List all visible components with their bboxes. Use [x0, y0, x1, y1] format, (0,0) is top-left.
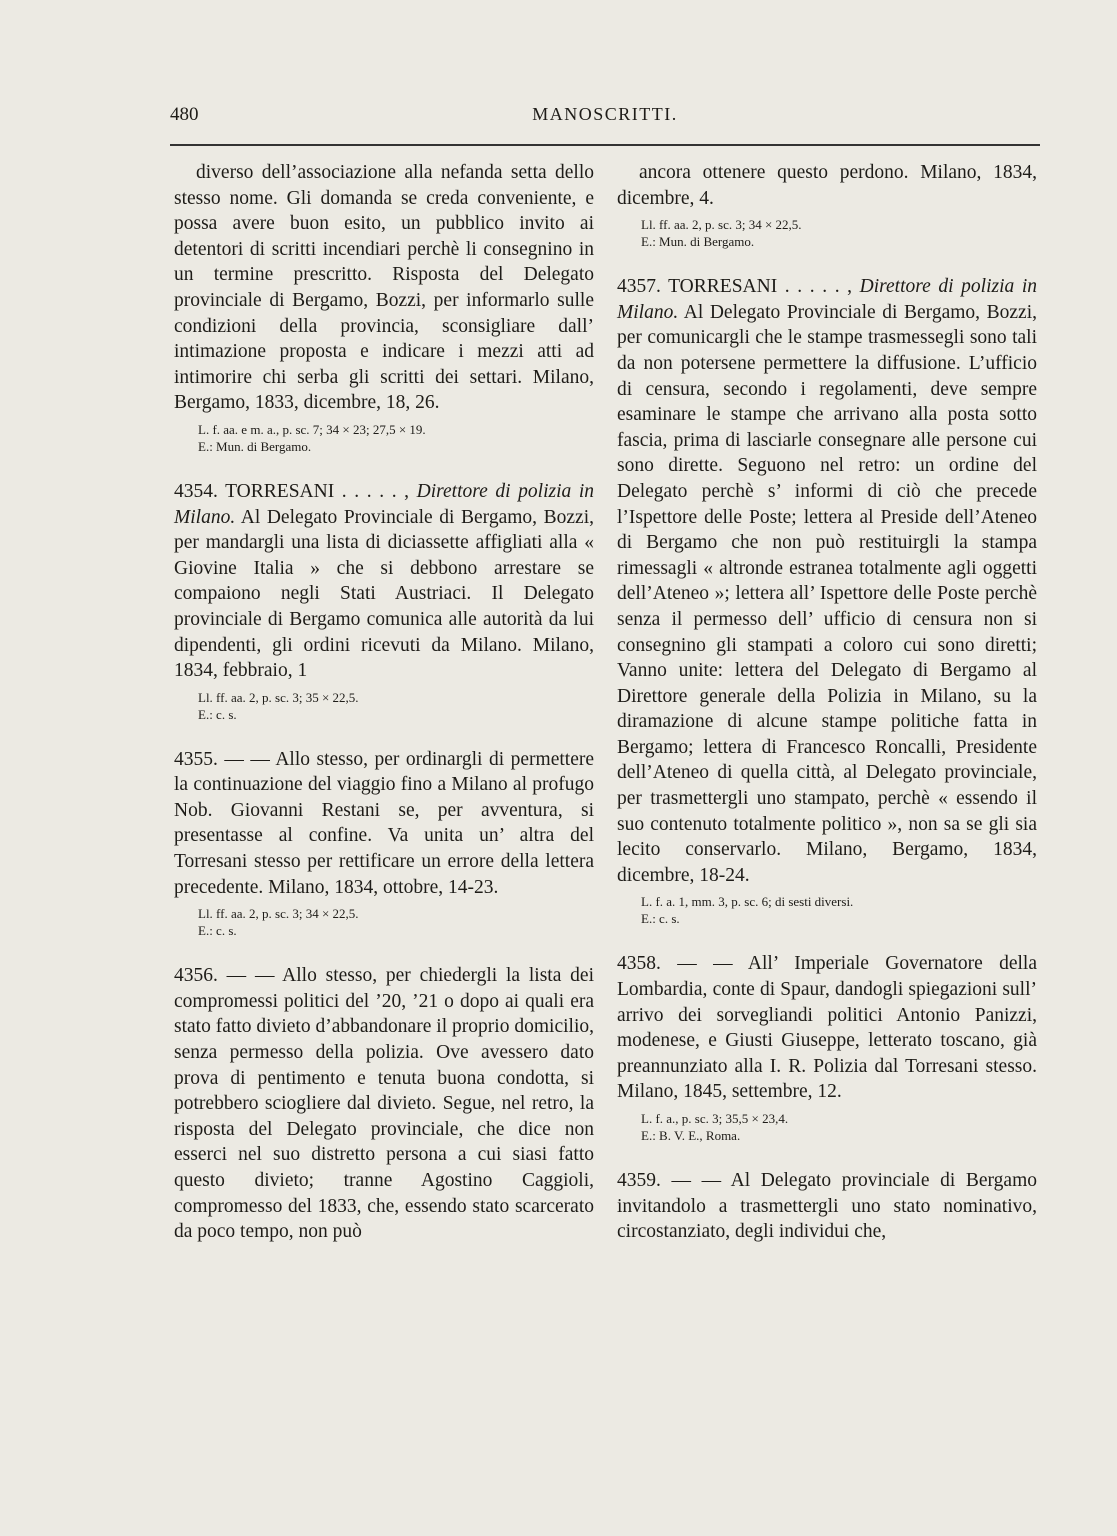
continued-entry-text: diverso dell’associazione alla nefanda setta dello stesso nome. Gli domanda se creda conveniente, e possa avere buon esito, un pubblico invito ai detentori di scritti incendiari perchè li consegnino in un termine prescritto. Risposta del Delegato provinciale di Bergamo, Bozzi, per informarlo sulle condizioni della provincia, sconsigliare dall’ intimazione proposta e indicare i mezzi atti ad intimorire chi serba gli scritti dei settari. Milano, Bergamo, 1833, dicembre, 18, 26. [174, 162, 594, 414]
entry-meta [641, 216, 1037, 250]
entry-location: E.: Mun. di Bergamo. [641, 234, 755, 250]
entry-meta [198, 421, 594, 455]
entry-format: L. f. a., p. sc. 3; 35,5 × 23,4. [641, 1111, 789, 1126]
entry-4355: 4355. — — Allo stesso, per ordinargli di permettere la continuazione del viaggio fino a Milano al profugo Nob. Giovanni Restani se, per avventura, si presentasse al confine. Va unita un’ altra del Torresani stesso per rettificare un errore della lettera precedente. Milano, 1834, ottobre, 14-23. [174, 748, 594, 898]
entry-4357-body: Al Delegato Provinciale di Bergamo, Bozzi, per comunicargli che le stampe trasmessegli sono tali da non potersene permettere la diffusione. L’ufficio di censura, secondo i regolamenti, deve sempre esaminare le stampe che arrivano alla posta sotto fascia, prima di lasciarle consegnare alle persone cui sono dirette. Seguono nel retro: un ordine del Delegato perchè s’ informi di ciò che precede l’Ispettore delle Poste; lettera al Preside dell’Ateneo di Bergamo che non può restituirgli la stampa rimessagli « altronde estranea totalmente agli oggetti dell’Ateneo »; lettera all’ Ispettore delle Poste perchè senza il permesso dell’ ufficio di censura non si consegnino gli stampati a coloro cui sono diretti; Vanno unite: lettera del Delegato di Bergamo al Direttore generale della Polizia in Milano, su la diramazione di alcune stampe politiche fatta in Bergamo; lettera di Francesco Roncalli, Presidente dell’Ateneo di quella città, al Delegato provinciale, per trasmettergli uno stampato, perchè « essendo il suo contenuto totalmente politico », non sa se gli sia lecito conservarlo. Milano, Bergamo, 1834, dicembre, 18-24. [617, 301, 1037, 886]
running-title: MANOSCRITTI. [532, 104, 678, 124]
entry-4357-head: 4357. TORRESANI . . . . . , [617, 276, 853, 298]
entry-4358: 4358. — — All’ Imperiale Governatore della Lombardia, conte di Spaur, dandogli spiegazioni sull’ arrivo dei sorvegliandi politici Antonio Panizzi, modenese, e Giusti Giuseppe, letterato toscano, già preannunziato alla I. R. Polizia dal Torresani stesso. Milano, 1845, settembre, 12. [617, 953, 1037, 1103]
entry-location: E.: c. s. [641, 911, 680, 927]
entry-4354 [174, 479, 594, 684]
entry-4359: 4359. — — Al Delegato provinciale di Bergamo invitandolo a trasmettergli uno stato nominativo, circostanziato, degli individui che, [617, 1170, 1037, 1243]
entry-4354-body: Al Delegato Provinciale di Bergamo, Bozzi, per mandargli una lista di diciassette affigliati alla « Giovine Italia » che si debbono arrestare se compaiono negli Stati Austriaci. Il Delegato provinciale di Bergamo comunica alle autorità da lui dipendenti, gli ordini ricevuti da Milano. Milano, 1834, febbraio, 1 [174, 506, 594, 682]
entry-location: E.: B. V. E., Roma. [641, 1128, 741, 1143]
entry-4358-meta [641, 1110, 1037, 1144]
entry-4357-meta [641, 893, 1037, 927]
entry-format: L. f. a. 1, mm. 3, p. sc. 6; di sesti diversi. [641, 894, 854, 910]
entry-format: Ll. ff. aa. 2, p. sc. 3; 34 × 22,5. [641, 217, 802, 233]
page-number: 480 [170, 104, 199, 125]
entry-4357 [617, 274, 1037, 888]
entry-4354-title: Direttore di polizia in Milano. [174, 480, 595, 528]
entry-format: L. f. aa. e m. a., p. sc. 7; 34 × 23; 27,5 × 19. [198, 421, 426, 437]
entry-location: E.: Mun. di Bergamo. [198, 438, 312, 454]
header-rule [170, 144, 1040, 146]
entry-format: Ll. ff. aa. 2, p. sc. 3; 34 × 22,5. [198, 906, 359, 922]
entry-location: E.: c. s. [198, 706, 237, 722]
entry-4357-title: Direttore di polizia in Milano. [617, 276, 1038, 323]
entry-format: Ll. ff. aa. 2, p. sc. 3; 35 × 22,5. [198, 689, 359, 705]
page-header [170, 104, 1040, 134]
left-column [174, 160, 594, 1245]
continued-entry-text: ancora ottenere questo perdono. Milano, 1834, dicembre, 4. [617, 162, 1037, 209]
entry-4355-meta [198, 905, 594, 939]
entry-4354-meta [198, 689, 594, 723]
entry-4354-head: 4354. TORRESANI . . . . . , [174, 480, 410, 502]
right-column [617, 160, 1037, 1245]
entry-4356: 4356. — — Allo stesso, per chiedergli la lista dei compromessi politici del ’20, ’21 o dopo ai quali era stato fatto divieto d’abbandonare il proprio domicilio, senza permesso della polizia. Ove avessero dato prova di pentimento e tenuta buona condotta, si potrebbero sciogliere dal divieto. Segue, nel retro, la risposta del Delegato provinciale, che dice non esserci nel suo distretto persona a cui siasi fatto questo divieto; tranne Agostino Caggioli, compromesso del 1833, che, essendo stato scarcerato da poco tempo, non può [174, 965, 594, 1243]
entry-location: E.: c. s. [198, 923, 237, 939]
